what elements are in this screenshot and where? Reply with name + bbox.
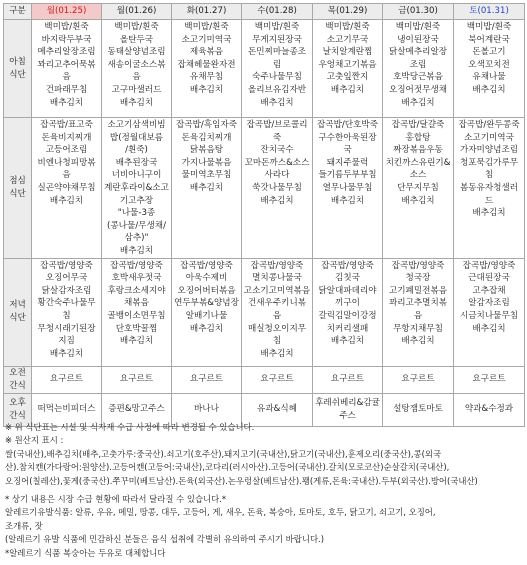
meal-row <box>4 258 525 366</box>
menu-item: 열무나물무침 <box>322 182 373 193</box>
menu-item: 배추김치 <box>472 323 506 334</box>
menu-cell <box>313 20 383 118</box>
menu-cell <box>172 20 242 118</box>
menu-item: 돈육김치찌개 <box>181 132 232 143</box>
menu-item: 잡곡밥/영양죽 <box>180 260 233 271</box>
menu-item: 요구르트 <box>189 374 224 385</box>
menu-item: 닭볶음탕 <box>189 145 224 156</box>
menu-item: 배추김치 <box>401 195 435 206</box>
meal-label-line: 점심 <box>9 175 26 186</box>
menu-item: 멸치콩나물국 <box>252 273 302 284</box>
menu-item: 북어계란국 <box>468 34 510 45</box>
menu-cell <box>242 366 313 393</box>
menu-item: 후레쉬베리&감귤 <box>315 397 380 408</box>
menu-cell <box>32 258 102 366</box>
menu-item: 배추김치 <box>401 97 435 108</box>
note-line: 쌀(국내산),배추김치(배추,고춧가루:중국산).쇠고기(호주산),돼지고기(국내산),닭고기(국내산),훈제오리(중국산),콩(외국 <box>5 448 442 459</box>
menu-item: 요구르트 <box>401 374 435 385</box>
menu-cell <box>32 20 102 118</box>
note-line: ※ 원산지 표시 : <box>5 435 64 446</box>
menu-cell <box>454 20 525 118</box>
menu-item: 돈육비지찌개 <box>41 132 92 143</box>
day-header: 토(01.31) <box>454 4 525 20</box>
menu-item: 바나나 <box>194 404 219 415</box>
menu-item: 드 <box>484 195 494 206</box>
meal-plan-table <box>3 3 525 427</box>
menu-cell <box>102 20 172 118</box>
menu-cell <box>242 258 313 366</box>
menu-item: 날치알계란찜 <box>322 47 373 58</box>
menu-cell <box>102 366 172 393</box>
meal-row <box>4 118 525 259</box>
day-header: 수(01.28) <box>242 4 313 20</box>
menu-item: 새송이굴소스볶 <box>107 59 166 70</box>
menu-item: 들기름두부부침 <box>318 170 377 181</box>
meal-row <box>4 20 525 118</box>
menu-item: 비엔나청피망볶 <box>37 157 96 168</box>
menu-item: 배추김치 <box>49 195 84 206</box>
menu-item: 배추김치 <box>260 348 294 359</box>
meal-label <box>4 20 32 118</box>
menu-item: 냉이된장국 <box>397 34 439 45</box>
menu-item: 단호박꿀찜 <box>115 323 158 334</box>
note-line: 조개류, 잣 <box>5 520 43 531</box>
menu-item: 골뱅이소면무침 <box>107 310 166 321</box>
menu-item: 음 <box>132 72 141 83</box>
menu-item: 돈볼고기 <box>472 47 506 58</box>
note-line: 오징어(칠레산),꽃게(중국산).쭈꾸미(베트남산).돈육(외국산).논우렁살(베트남산).꽹(게류,돈육:국내산).두부(외국산).방어(국내산) <box>5 475 478 486</box>
meal-label-line: 간식 <box>9 380 26 391</box>
menu-item: 계란후라이&소고 <box>104 182 169 193</box>
day-header: 월(01.25) <box>32 4 102 20</box>
menu-item: 채볶음 <box>124 298 149 309</box>
menu-item: 연두부볶&양념장 <box>174 298 239 309</box>
meal-label-line: 오후 <box>9 397 26 408</box>
day-header: 화(01.27) <box>172 4 242 20</box>
menu-cell <box>313 118 383 259</box>
menu-item: 증편&망고주스 <box>108 404 165 415</box>
menu-item: 잡곡밥/영양죽 <box>40 260 93 271</box>
menu-cell <box>172 258 242 366</box>
menu-cell <box>32 118 102 259</box>
menu-item: 유과&식혜 <box>257 404 297 415</box>
header-row <box>4 4 525 20</box>
menu-item: 지짐 <box>58 336 75 347</box>
menu-item: 배추김치 <box>260 195 294 206</box>
menu-cell <box>313 258 383 366</box>
menu-item: 너비아니구이 <box>111 170 162 181</box>
menu-item: 배추김치 <box>189 84 224 95</box>
note-line: 산).참치캔(가다랑어:원양산).고등어캔(고등어:국내산),코다리(러시아산).고등어(국내산).갈치(모로코산)순살갈치(국내산), <box>5 462 450 473</box>
menu-item: 침 <box>62 310 71 321</box>
menu-cell <box>32 366 102 393</box>
menu-item: 배추김치 <box>330 84 365 95</box>
meal-label <box>4 258 32 366</box>
menu-item: 요구르트 <box>49 374 84 385</box>
menu-item: 배추김치 <box>119 245 154 256</box>
menu-item: 우엉채고기볶음 <box>318 59 377 70</box>
menu-item: 배추김치 <box>401 336 435 347</box>
menu-cell <box>383 258 454 366</box>
menu-item: 배추김치 <box>119 97 154 108</box>
menu-item: 건새우주키니볶 <box>247 298 307 309</box>
menu-item: 알감자조림 <box>468 298 510 309</box>
menu-item: 닭살메추리알장 <box>388 47 448 58</box>
menu-cell <box>102 118 172 259</box>
menu-item: 잡곡밥/영양죽 <box>391 260 445 271</box>
menu-item: 음 <box>62 72 71 83</box>
menu-item: /흰죽) <box>125 145 148 156</box>
menu-item: 배추김치 <box>189 323 224 334</box>
menu-item: 오징어무국 <box>45 273 88 284</box>
meal-label-line: 아침 <box>9 56 26 67</box>
menu-item: 치킨까스유린기& <box>385 157 451 168</box>
menu-item: 실곤약야채무침 <box>37 182 96 193</box>
menu-item: 아욱수제비 <box>185 273 228 284</box>
menu-item: 갈릭김말이강정 <box>318 310 377 321</box>
menu-item: 배추김치 <box>49 97 84 108</box>
menu-item: 요구르트 <box>472 374 506 385</box>
menu-item: 소스 <box>409 170 427 181</box>
menu-item: 백미밥/흰죽 <box>325 22 370 32</box>
menu-item: 시금치나물무침 <box>459 310 519 321</box>
menu-item: 림 <box>272 59 282 70</box>
menu-cell <box>313 366 383 393</box>
menu-item: 백미밥/흰죽 <box>466 22 512 32</box>
menu-item: 숙주나물무침 <box>252 72 302 83</box>
menu-item: 음 <box>272 310 282 321</box>
note-line: (알레르기 유발 식품에 민감하신 분들은 음식 섭취에 각별히 유의하여 주시기 바랍니다.) <box>5 534 324 545</box>
menu-item: 약과&수정과 <box>464 404 514 415</box>
menu-item: 올리브유김자반 <box>247 84 307 95</box>
menu-item: 고춧잎짠지 <box>326 72 369 83</box>
menu-item: 배추김치 <box>119 336 154 347</box>
menu-item: 잡곡밥/영양죽 <box>321 260 374 271</box>
menu-item: 고구마샐러드 <box>111 84 162 95</box>
menu-item: 사라다 <box>264 170 290 181</box>
menu-item: 배추김치 <box>49 348 84 359</box>
menu-item: "나물-3종 <box>117 208 156 219</box>
menu-item: 잡곡밥/달걀죽 <box>391 120 445 130</box>
menu-item: 배추김치 <box>472 84 506 95</box>
menu-item: 돈민찌마늘종조 <box>247 47 307 58</box>
meal-label-line: 식단 <box>9 188 26 199</box>
menu-item: 요구르트 <box>330 374 365 385</box>
menu-item: 유채나물 <box>472 72 506 83</box>
menu-item: 호박새우젓국 <box>111 273 162 284</box>
menu-cell <box>454 366 525 393</box>
menu-item: 메추리알장조림 <box>37 47 96 58</box>
meal-label-line: 식단 <box>9 69 26 80</box>
menu-item: 설탕잼토마토 <box>393 404 443 415</box>
menu-item: 쑥갓나물무침 <box>252 182 302 193</box>
menu-item: 근대된장국 <box>468 273 510 284</box>
menu-item: 매실청오이지무 <box>247 323 307 334</box>
day-header: 목(01.29) <box>313 4 383 20</box>
meal-row <box>4 366 525 393</box>
day-header: 월(01.26) <box>102 4 172 20</box>
menu-item: 치커리샐패 <box>326 323 369 334</box>
menu-item: 배추김치 <box>260 97 294 108</box>
menu-item: 호박당근볶음 <box>393 72 443 83</box>
menu-item: 홍합탕 <box>405 132 431 143</box>
menu-item: 잡곡밥/영양죽 <box>110 260 163 271</box>
menu-item: 소고기삼색비빔 <box>107 120 166 130</box>
meal-label-line: 간식 <box>9 410 26 421</box>
menu-item: 요구르트 <box>260 374 294 385</box>
meal-label <box>4 118 32 259</box>
menu-item: 주스 <box>339 410 356 421</box>
menu-item: 음 <box>62 170 71 181</box>
menu-item: 소고기무국 <box>326 34 369 45</box>
menu-cell <box>383 20 454 118</box>
menu-item: 배추김치 <box>330 195 365 206</box>
menu-item: 백미밥/흰죽 <box>44 22 89 32</box>
meal-label-line: 저녁 <box>9 300 26 311</box>
menu-item: 닭알대파데리야 <box>318 285 377 296</box>
menu-item: 올탄두국 <box>119 34 154 45</box>
menu-item: 후랑크소세지야 <box>107 285 166 296</box>
menu-item: 잡곡밥/영양죽 <box>250 260 304 271</box>
menu-item: 기고추장 <box>119 195 154 206</box>
menu-item: 밥(정월대보름 <box>109 132 164 143</box>
menu-cell <box>454 258 525 366</box>
menu-item: 무항지채무침 <box>393 323 443 334</box>
menu-item: 건파래무침 <box>45 84 88 95</box>
menu-item: 황간숙주나물무 <box>37 298 96 309</box>
menu-item: 배추김치 <box>330 336 365 347</box>
menu-item: 백미밥/흰죽 <box>184 22 229 32</box>
menu-item: 오징어젓무생채 <box>388 84 448 95</box>
menu-item: 백미밥/흰죽 <box>395 22 441 32</box>
menu-item: 삼추)" <box>124 233 149 244</box>
menu-item: 유채무침 <box>189 72 224 83</box>
note-line: 알레르기유발식품: 알류, 우유, 메밀, 땅콩, 대두, 고등어, 게, 새우, 돈육, 복숭아, 토마토, 호두, 닭고기, 쇠고기, 오징어, <box>5 507 436 518</box>
menu-item: 고등어조림 <box>45 145 88 156</box>
menu-item: 백미밥/흰죽 <box>254 22 300 32</box>
menu-item: 단무지무침 <box>397 182 439 193</box>
note-line: *알레르기 식품 복숭아는 두유로 대체합니다 <box>5 547 166 558</box>
menu-item: 침 <box>272 336 282 347</box>
menu-item: 바지락두부국 <box>41 34 92 45</box>
menu-item: 잡곡밥/완두콩죽 <box>458 120 520 130</box>
menu-item: 돼지주물럭 <box>326 157 369 168</box>
menu-item: 국 <box>343 145 352 156</box>
meal-label-line: 식단 <box>9 313 26 324</box>
menu-item: 잡곡밥/단호박죽 <box>316 120 378 130</box>
menu-item: 가지나물볶음 <box>181 157 232 168</box>
menu-item: 끼구이 <box>335 298 360 309</box>
meal-label <box>4 366 32 393</box>
menu-item: 꽈리고추어묵볶 <box>37 59 96 70</box>
menu-item: 소고기미역국 <box>464 132 514 143</box>
meal-label-line: 오전 <box>9 367 26 378</box>
menu-item: 잔치국수 <box>260 145 294 156</box>
menu-item: 잡곡밥/흑임자죽 <box>175 120 237 130</box>
menu-item: 고소기고미역볶음 <box>243 285 311 296</box>
menu-item: 잡채헤물완자전 <box>177 59 236 70</box>
menu-item: 떠먹는비피더스 <box>37 404 96 415</box>
note-line: ※ 위 식단표는 시설 및 식자재 수급 사정에 따라 변경될 수 있습니다. <box>5 422 255 432</box>
menu-item: 오징어버터볶음 <box>177 285 236 296</box>
menu-cell <box>172 118 242 259</box>
menu-item: 조림 <box>409 59 427 70</box>
menu-item: 무게지된장국 <box>252 34 302 45</box>
menu-item: 가자미양념조림 <box>459 145 519 156</box>
menu-item: 닭살감자조림 <box>41 285 92 296</box>
menu-item: 고추잡채 <box>472 285 506 296</box>
menu-item: 봄동유자청샐러 <box>459 182 519 193</box>
menu-item: 고기폐밀전볶음 <box>388 285 448 296</box>
menu-cell <box>242 118 313 259</box>
day-header: 금(01.30) <box>383 4 454 20</box>
menu-cell <box>172 366 242 393</box>
menu-item: 배추김치 <box>189 182 224 193</box>
menu-cell <box>454 118 525 259</box>
menu-item: 꼬마돈까스&소스 <box>244 157 310 168</box>
menu-item: 알배기나물 <box>185 310 228 321</box>
menu-item: 잡곡밥/브로콜리 <box>246 120 308 130</box>
menu-item: 동태살양념조림 <box>107 47 166 58</box>
note-line: * 상기 내용은 시장 수급 현황에 따라서 달라질 수 있습니다.* <box>5 494 227 505</box>
menu-item: 청포묵김가루무 <box>459 157 519 168</box>
menu-cell <box>242 20 313 118</box>
menu-cell <box>383 366 454 393</box>
menu-item: 소고기미역국 <box>181 34 232 45</box>
corner-label: 구분 <box>4 4 32 20</box>
menu-cell <box>383 118 454 259</box>
menu-item: 무청시래기된장 <box>37 323 96 334</box>
menu-cell <box>102 258 172 366</box>
meal-body <box>4 20 525 427</box>
notes-section <box>5 421 523 560</box>
menu-item: 오색꼬치전 <box>468 59 510 70</box>
menu-item: (콩나물/무생채/ <box>107 220 166 231</box>
menu-item: 물미역초무침 <box>181 170 232 181</box>
menu-item: 김칫국 <box>335 273 360 284</box>
menu-item: 배추된장국 <box>115 157 158 168</box>
menu-item: 잡곡밥/표고죽 <box>40 120 93 130</box>
menu-item: 꽈리고추멸치볶 <box>388 298 448 309</box>
menu-item: 짜장볶음우동 <box>393 145 443 156</box>
menu-item: 백미밥/흰죽 <box>114 22 159 32</box>
menu-item: 음 <box>413 310 423 321</box>
menu-item: 침 <box>484 170 494 181</box>
menu-item: 제육볶음 <box>189 47 224 58</box>
menu-item: 요구르트 <box>119 374 154 385</box>
menu-item: 청국장 <box>405 273 431 284</box>
menu-item: 죽 <box>272 132 282 143</box>
menu-item: 구수한아욱된장 <box>318 132 377 143</box>
menu-item: 잡곡밥/영양죽 <box>462 260 516 271</box>
menu-item: 배추김치 <box>472 208 506 219</box>
